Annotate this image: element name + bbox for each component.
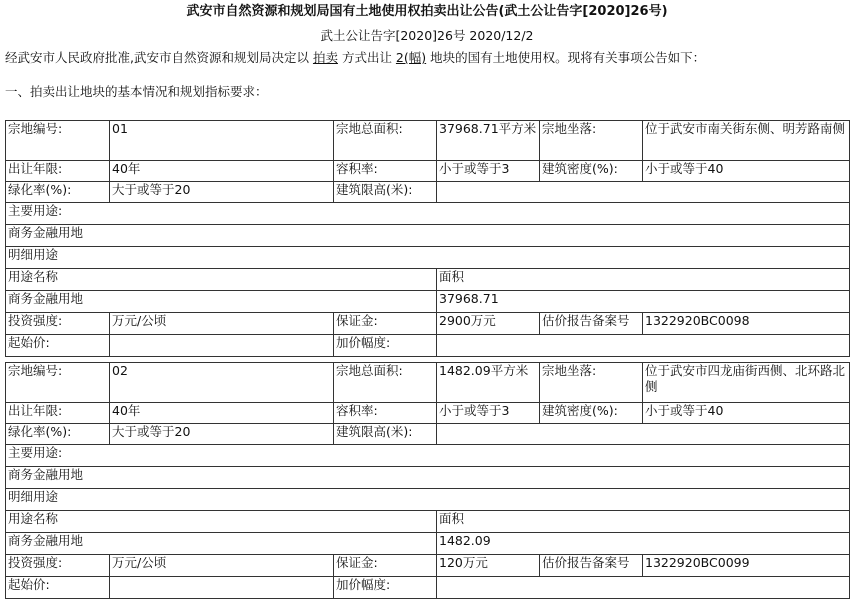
- use-name: 商务金融用地: [6, 533, 437, 555]
- label-total-area: 宗地总面积:: [334, 363, 437, 403]
- intro-paragraph: [5, 50, 850, 66]
- label-total-area: 宗地总面积:: [334, 121, 437, 161]
- label-appraisal: 估价报告备案号: [540, 313, 643, 335]
- label-detail-use: 明细用途: [6, 489, 850, 511]
- density: 小于或等于40: [643, 161, 850, 182]
- label-use-name: 用途名称: [6, 511, 437, 533]
- table-row: [6, 161, 850, 182]
- far: 小于或等于3: [437, 161, 540, 182]
- far: 小于或等于3: [437, 403, 540, 424]
- table-row: [6, 511, 850, 533]
- table-row: [6, 247, 850, 269]
- use-area: 1482.09: [437, 533, 850, 555]
- table-row: [6, 313, 850, 335]
- location: 位于武安市南关街东侧、明芳路南侧: [643, 121, 850, 161]
- use-name: 商务金融用地: [6, 291, 437, 313]
- intro-text-post: 地块的国有土地使用权。现将有关事项公告如下：: [426, 50, 706, 65]
- use-area: 37968.71: [437, 291, 850, 313]
- intro-text-pre: 经武安市人民政府批准,武安市自然资源和规划局决定以: [5, 50, 313, 65]
- green: 大于或等于20: [110, 182, 334, 203]
- label-density: 建筑密度(%):: [540, 403, 643, 424]
- parcel-table: [5, 120, 850, 357]
- parcel-table: [5, 362, 850, 599]
- label-term: 出让年限:: [6, 403, 110, 424]
- deposit: 2900万元: [437, 313, 540, 335]
- label-location: 宗地坐落:: [540, 121, 643, 161]
- total-area: 1482.09平方米: [437, 363, 540, 403]
- total-area: 37968.71平方米: [437, 121, 540, 161]
- label-invest: 投资强度:: [6, 313, 110, 335]
- table-row: [6, 577, 850, 599]
- start-price: [110, 335, 334, 357]
- label-green: 绿化率(%):: [6, 182, 110, 203]
- label-term: 出让年限:: [6, 161, 110, 182]
- table-row: [6, 403, 850, 424]
- label-parcel-no: 宗地编号:: [6, 121, 110, 161]
- label-green: 绿化率(%):: [6, 424, 110, 445]
- label-use-name: 用途名称: [6, 269, 437, 291]
- term: 40年: [110, 161, 334, 182]
- label-far: 容积率:: [334, 403, 437, 424]
- main-use: 商务金融用地: [6, 225, 850, 247]
- main-use: 商务金融用地: [6, 467, 850, 489]
- table-row: [6, 203, 850, 225]
- green: 大于或等于20: [110, 424, 334, 445]
- announcement-number-date: 武土公让告字[2020]26号 2020/12/2: [320, 28, 534, 43]
- label-main-use: 主要用途:: [6, 445, 850, 467]
- invest: 万元/公顷: [110, 313, 334, 335]
- label-height: 建筑限高(米):: [334, 182, 437, 203]
- table-row: [6, 555, 850, 577]
- increment: [437, 577, 850, 599]
- height: [437, 424, 850, 445]
- label-start-price: 起始价:: [6, 577, 110, 599]
- table-row: [6, 467, 850, 489]
- parcel-count: 2(幅): [395, 50, 427, 65]
- label-deposit: 保证金:: [334, 555, 437, 577]
- label-increment: 加价幅度:: [334, 335, 437, 357]
- label-area: 面积: [437, 511, 850, 533]
- table-row: [6, 424, 850, 445]
- density: 小于或等于40: [643, 403, 850, 424]
- table-row: [6, 445, 850, 467]
- label-location: 宗地坐落:: [540, 363, 643, 403]
- section-heading: 一、拍卖出让地块的基本情况和规划指标要求：: [5, 84, 268, 99]
- table-row: [6, 225, 850, 247]
- table-row: [6, 335, 850, 357]
- intro-text-mid: 方式出让: [337, 50, 396, 65]
- label-increment: 加价幅度:: [334, 577, 437, 599]
- label-start-price: 起始价:: [6, 335, 110, 357]
- table-row: [6, 489, 850, 511]
- table-row: [6, 363, 850, 403]
- label-density: 建筑密度(%):: [540, 161, 643, 182]
- table-row: [6, 182, 850, 203]
- label-parcel-no: 宗地编号:: [6, 363, 110, 403]
- location: 位于武安市四龙庙街西侧、北环路北侧: [643, 363, 850, 403]
- table-row: [6, 533, 850, 555]
- label-area: 面积: [437, 269, 850, 291]
- increment: [437, 335, 850, 357]
- height: [437, 182, 850, 203]
- start-price: [110, 577, 334, 599]
- deposit: 120万元: [437, 555, 540, 577]
- term: 40年: [110, 403, 334, 424]
- label-height: 建筑限高(米):: [334, 424, 437, 445]
- transfer-method: 拍卖: [312, 50, 338, 65]
- table-row: [6, 291, 850, 313]
- parcel-no: 01: [110, 121, 334, 161]
- appraisal: 1322920BC0099: [643, 555, 850, 577]
- table-row: [6, 121, 850, 161]
- label-detail-use: 明细用途: [6, 247, 850, 269]
- label-appraisal: 估价报告备案号: [540, 555, 643, 577]
- label-deposit: 保证金:: [334, 313, 437, 335]
- label-main-use: 主要用途:: [6, 203, 850, 225]
- label-invest: 投资强度:: [6, 555, 110, 577]
- label-far: 容积率:: [334, 161, 437, 182]
- table-row: [6, 269, 850, 291]
- parcel-no: 02: [110, 363, 334, 403]
- page-title: 武安市自然资源和规划局国有土地使用权拍卖出让公告(武土公让告字[2020]26号): [186, 4, 668, 19]
- appraisal: 1322920BC0098: [643, 313, 850, 335]
- invest: 万元/公顷: [110, 555, 334, 577]
